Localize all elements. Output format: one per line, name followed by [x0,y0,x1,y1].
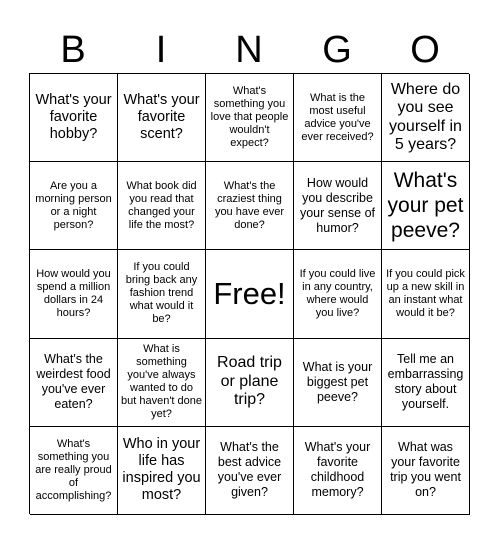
cell-text: What's the best advice you've ever given? [217,440,282,500]
cell-text: What's your favorite hobby? [35,92,112,143]
cell-text: What is the most useful advice you've ever received? [301,91,374,143]
cell-text: If you could live in any country, where would you live? [299,267,376,319]
cell-text: What is something you've always wanted to do but haven't done yet? [121,343,203,421]
cell-text: Road trip or plane trip? [217,354,282,409]
bingo-cell[interactable] [30,74,118,162]
bingo-cell[interactable] [118,339,206,427]
cell-text: What's your favorite scent? [123,92,200,143]
bingo-cell[interactable] [206,427,294,515]
bingo-cell[interactable] [118,162,206,250]
bingo-cell[interactable] [382,250,470,338]
cell-text: What's something you are really proud of accomplishing? [35,437,112,502]
bingo-cell[interactable] [294,339,382,427]
bingo-cell[interactable] [30,250,118,338]
cell-text: What is your biggest pet peeve? [302,359,373,404]
cell-text: What's something you love that people wouldn't expect? [210,85,289,150]
header-letter-b: B [60,29,86,71]
free-space-text: Free! [213,275,286,311]
bingo-cell[interactable] [382,74,470,162]
free-space-cell[interactable] [206,250,294,338]
header-letter-n: N [235,29,263,71]
cell-text: How would you spend a million dollars in 24 hours? [36,267,111,319]
bingo-cell[interactable] [118,250,206,338]
cell-text: Who in your life has inspired you most? [122,436,201,504]
cell-text: If you could bring back any fashion trend what would it be? [125,261,198,326]
bingo-cell[interactable] [206,162,294,250]
bingo-cell[interactable] [294,250,382,338]
header-letter-o: O [410,29,440,71]
bingo-cell[interactable] [206,339,294,427]
bingo-board [29,73,469,514]
cell-text: What's your favorite childhood memory? [304,440,371,500]
bingo-cell[interactable] [382,162,470,250]
bingo-cell[interactable] [118,74,206,162]
bingo-cell[interactable] [382,339,470,427]
cell-text: What's the weirdest food you've ever eaten? [36,352,111,412]
bingo-cell[interactable] [206,74,294,162]
bingo-cell[interactable] [30,427,118,515]
cell-text: How would you describe your sense of humor? [299,175,376,235]
cell-text: Are you a morning person or a night person? [35,179,112,231]
bingo-cell[interactable] [30,162,118,250]
cell-text: Tell me an embarrassing story about yourself. [387,352,464,412]
header-letter-i: I [155,29,167,71]
cell-text: What's the craziest thing you have ever done? [214,179,285,231]
bingo-cell[interactable] [294,162,382,250]
bingo-header [29,26,469,74]
cell-text: What book did you read that changed your life the most? [126,179,197,231]
bingo-cell[interactable] [382,427,470,515]
bingo-cell[interactable] [30,339,118,427]
cell-text: What's your pet peeve? [387,169,464,243]
bingo-cell[interactable] [118,427,206,515]
cell-text: If you could pick up a new skill in an instant what would it be? [386,267,465,319]
cell-text: Where do you see yourself in 5 years? [389,80,462,154]
cell-text: What was your favorite trip you went on? [390,440,461,500]
bingo-cell[interactable] [294,427,382,515]
header-letter-g: G [322,29,352,71]
bingo-cell[interactable] [294,74,382,162]
